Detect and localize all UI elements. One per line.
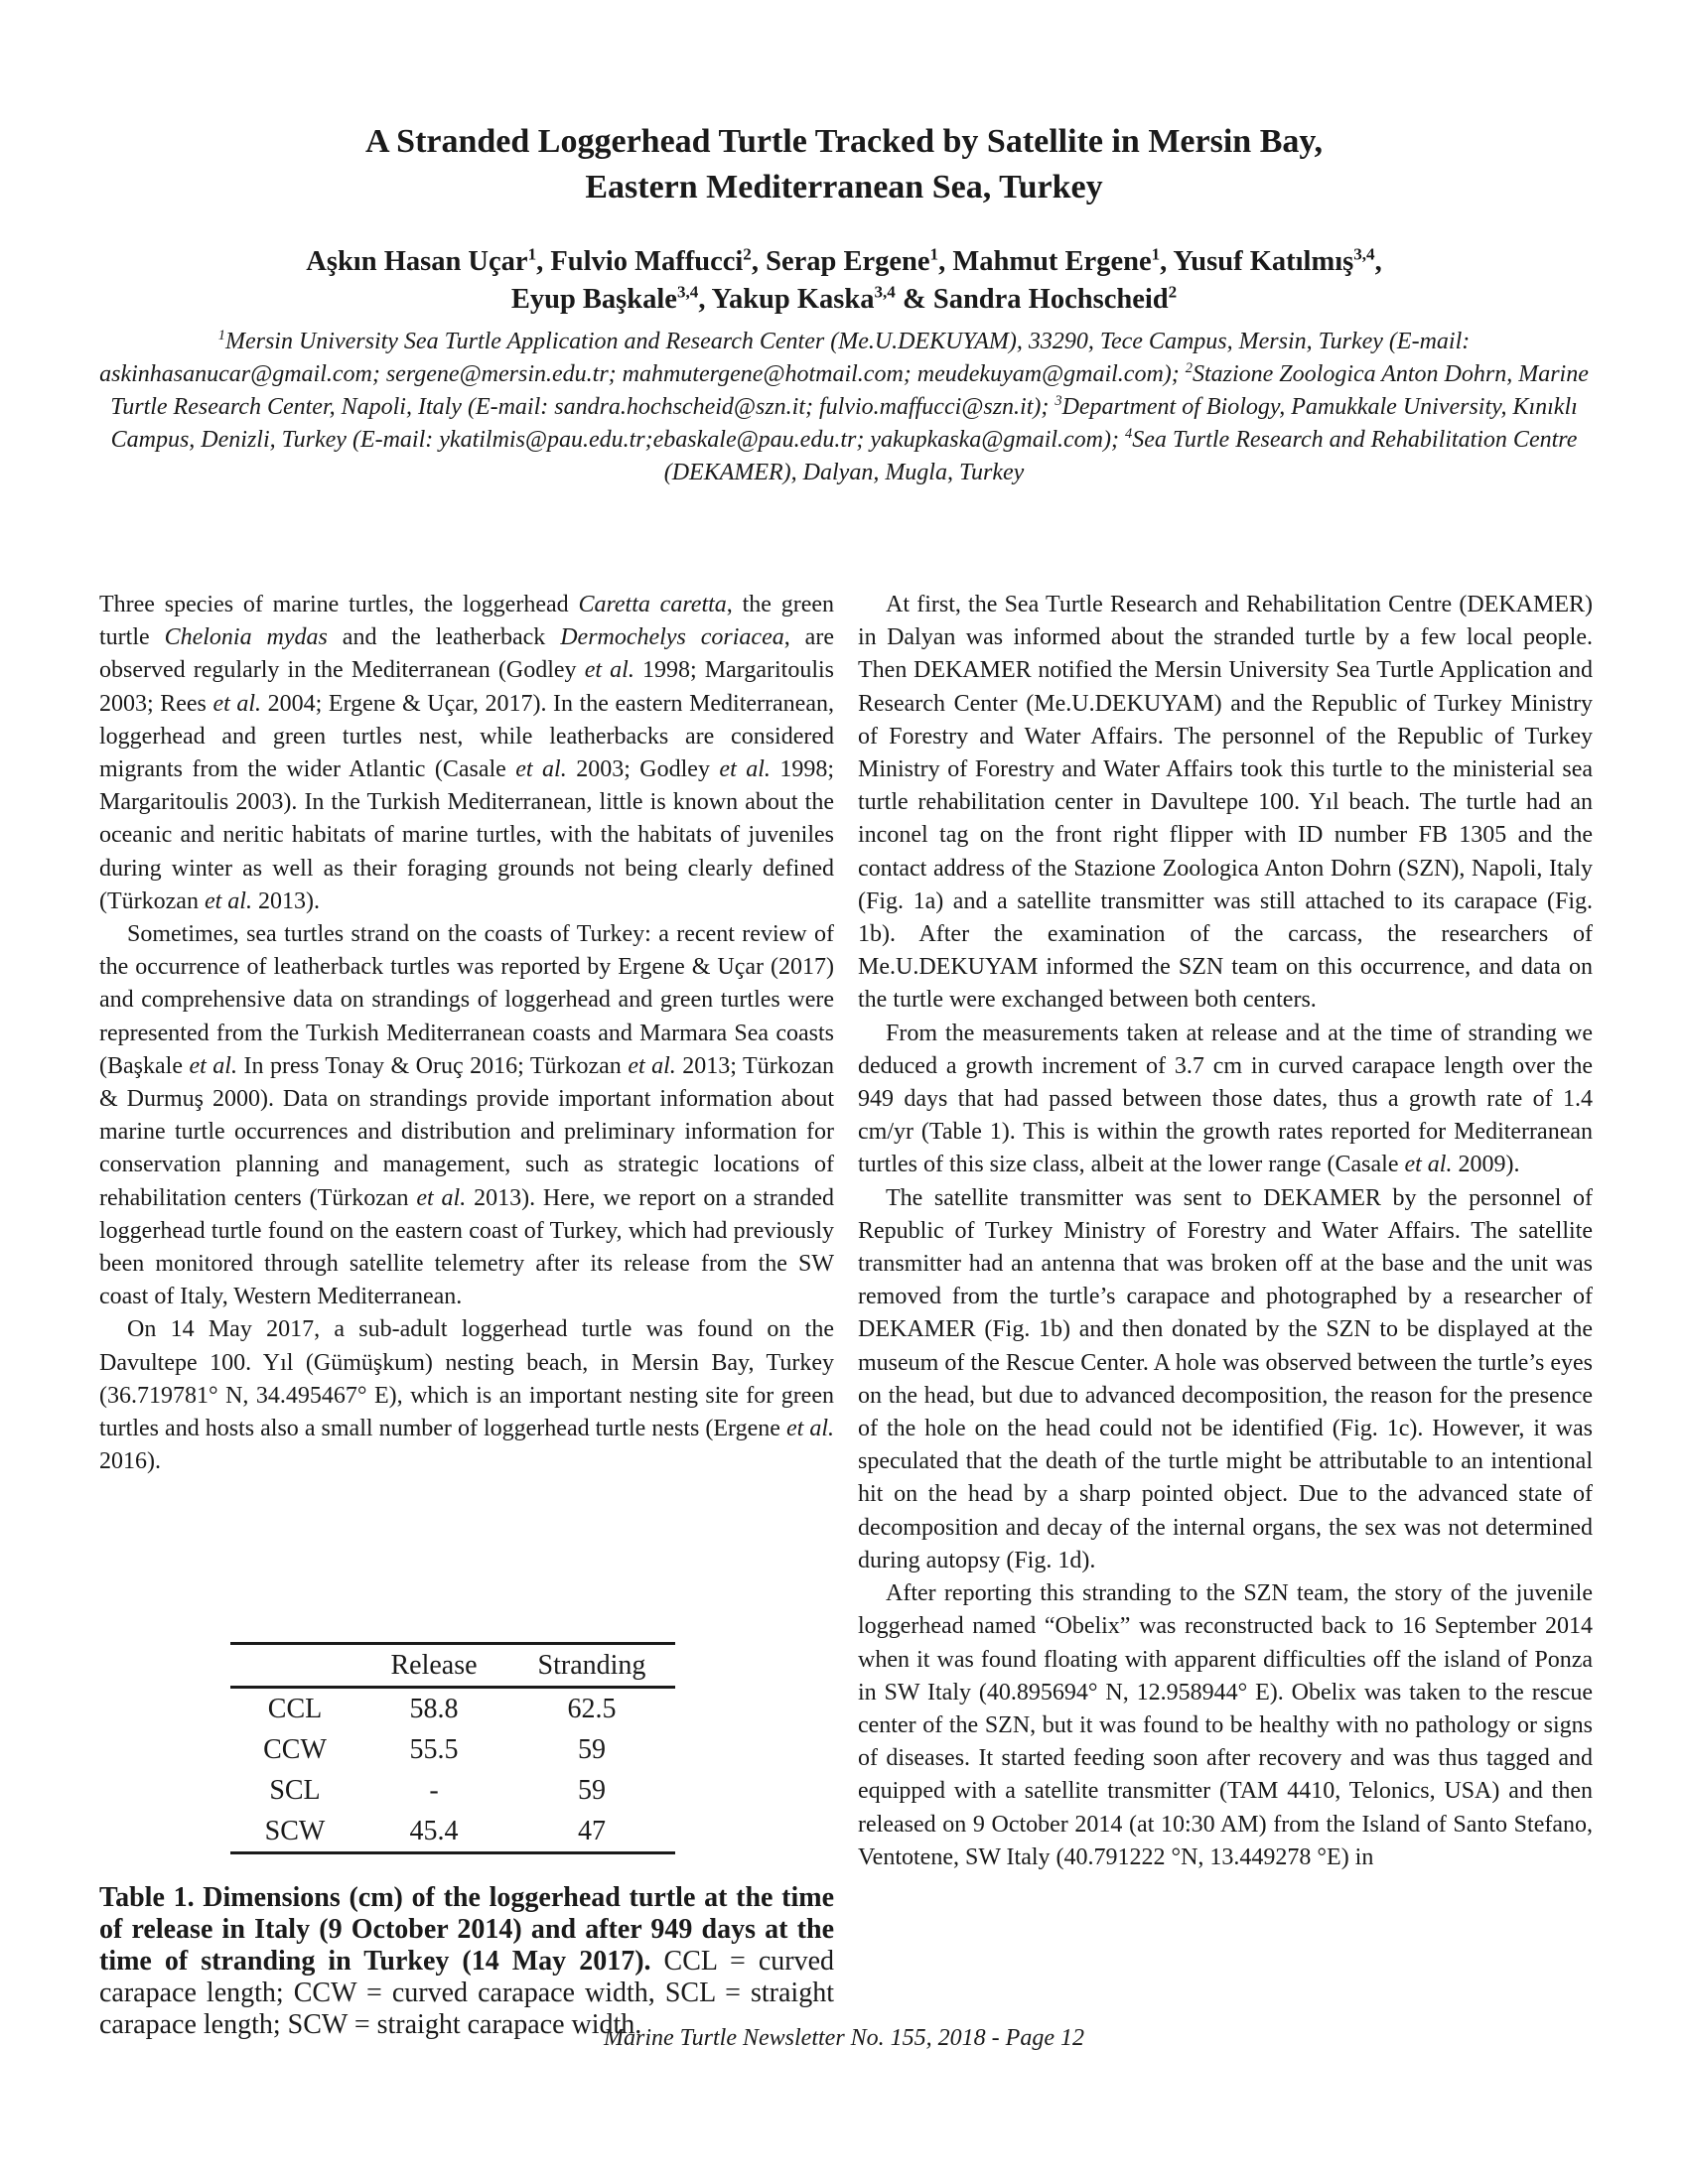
italic-text: et al. bbox=[189, 1052, 237, 1079]
title-line-1: A Stranded Loggerhead Turtle Tracked by Satellite in Mersin Bay, bbox=[364, 123, 1324, 160]
text-run: The satellite transmitter was sent to DEKAMER by the personnel of Republic of Turkey Ministry of Forestry and Water Affairs. The satellite transmitter had an antenna that was broken off at the base and the unit was removed from the turtle’s carapace and photographed by a researcher of DEKAMER (Fig. 1b) and then donated by the SZN to be displayed at the museum of the Rescue Center. A hole was observed between the turtle’s eyes on the head, but due to advanced decomposition, the reason for the presence of the hole on the head could not be identified (Fig. 1c). However, it was speculated that the death of the turtle might be attributable to an intentional hit on the head by a sharp pointed object. Due to the advanced state of decomposition and decay of the internal organs, the sex was not determined during autopsy (Fig. 1d). bbox=[858, 1184, 1593, 1573]
table-header-cell: Stranding bbox=[508, 1644, 675, 1688]
table-row bbox=[230, 1688, 675, 1730]
affiliation-mark: 4 bbox=[1125, 426, 1133, 442]
italic-text: et al. bbox=[719, 756, 771, 783]
author-affiliation-mark: 3,4 bbox=[676, 282, 699, 302]
author-name: Aşkın Hasan Uçar bbox=[306, 246, 528, 277]
table-cell: - bbox=[429, 1774, 439, 1806]
author-name: Fulvio Maffucci bbox=[550, 246, 744, 277]
paragraph bbox=[858, 1182, 1593, 1577]
text-run: After reporting this stranding to the SZN team, the story of the juvenile loggerhead named “Obelix” was reconstructed back to 16 September 2014 when it was found floating with apparent difficulties off the island of Ponza in SW Italy (40.895694° N, 12.958944° E). Obelix was taken to the rescue center of the SZN, but it was found to be healthy with no pathology or signs of diseases. It started feeding soon after recovery and was thus tagged and equipped with a satellite transmitter (TAM 4410, Telonics, USA) and then released on 9 October 2014 (at 10:30 AM) from the Island of Santo Stefano, Ventotene, SW Italy (40.791222 °N, 13.449278 °E) in bbox=[858, 1580, 1593, 1870]
affiliation-mark: 3 bbox=[1055, 393, 1062, 409]
text-run: 2004; Ergene & Uçar, 2017). In the eastern Mediterranean, loggerhead and green turtles nest, while leatherbacks are considered migrants from the wider Atlantic (Casale bbox=[99, 690, 834, 783]
author-affiliation-mark: 1 bbox=[527, 244, 537, 264]
table-cell: 58.8 bbox=[409, 1693, 459, 1724]
table-row bbox=[230, 1770, 675, 1811]
paragraph bbox=[858, 1018, 1593, 1182]
text-run: , are observed regularly in the Mediterranean (Godley bbox=[99, 624, 834, 684]
author-name: Eyup Başkale bbox=[510, 284, 677, 315]
italic-text: et al. bbox=[416, 1184, 467, 1211]
author-affiliation-mark: 3,4 bbox=[1353, 244, 1375, 264]
text-run: 2013). bbox=[251, 887, 320, 914]
right-column bbox=[858, 589, 1593, 1874]
table-cell: 55.5 bbox=[409, 1733, 459, 1765]
table-cell: 47 bbox=[508, 1811, 675, 1853]
italic-text: et al. bbox=[628, 1052, 676, 1079]
paragraph bbox=[99, 589, 834, 918]
table-cell: 62.5 bbox=[567, 1693, 617, 1724]
table-cell: 59 bbox=[578, 1774, 606, 1806]
author-separator: , bbox=[1374, 246, 1382, 277]
affiliation-mark: 1 bbox=[217, 328, 225, 343]
author-name: Mahmut Ergene bbox=[952, 246, 1152, 277]
table-cell: CCL bbox=[267, 1693, 323, 1724]
table-header-cell: Release bbox=[359, 1644, 508, 1688]
author-name: Serap Ergene bbox=[766, 246, 930, 277]
text-run: 2009). bbox=[1452, 1152, 1520, 1178]
title-line-2: Eastern Mediterranean Sea, Turkey bbox=[585, 169, 1103, 205]
table-header-cell bbox=[230, 1644, 359, 1688]
table-caption bbox=[99, 1882, 834, 2041]
italic-text: et al. bbox=[785, 1416, 834, 1442]
text-run: 2016). bbox=[99, 1448, 161, 1475]
author-name: Yakup Kaska bbox=[711, 284, 875, 315]
text-run: From the measurements taken at release and at the time of stranding we deduced a growth increment of 3.7 cm in curved carapace length over the 949 days that had passed between those dates, thus a growth rate of 1.4 cm/yr (Table 1). This is within the growth rates reported for Mediterranean turtles of this size class, albeit at the lower range (Casale bbox=[858, 1020, 1593, 1178]
italic-text: Caretta caretta bbox=[578, 592, 727, 617]
paragraph bbox=[858, 1577, 1593, 1874]
author-separator: , bbox=[751, 246, 767, 277]
italic-text: Chelonia mydas bbox=[164, 624, 328, 651]
author-separator: , bbox=[938, 246, 953, 277]
author-affiliation-mark: 3,4 bbox=[874, 282, 896, 302]
table-caption-text: CCL = curved carapace length; CCW = curved carapace width, SCL = straight carapace length; SCW = straight carapace width. bbox=[99, 1946, 834, 2040]
table-row bbox=[230, 1729, 675, 1770]
author-separator: , bbox=[1160, 246, 1174, 277]
italic-text: et al. bbox=[1404, 1152, 1453, 1178]
table-cell: SCL bbox=[269, 1774, 321, 1806]
text-run: 2003; Godley bbox=[566, 756, 720, 783]
text-run: Sometimes, sea turtles strand on the coasts of Turkey: a recent review of the occurrence of leatherback turtles was reported by Ergene & Uçar (2017) and comprehensive data on strandings of loggerhead and green turtles were represented from the Turkish Mediterranean coasts and Marmara Sea coasts (Başkale bbox=[99, 921, 834, 1079]
author-list bbox=[149, 243, 1539, 319]
italic-text: et al. bbox=[515, 756, 567, 783]
affiliation-text: Sea Turtle Research and Rehabilitation Centre (DEKAMER), Dalyan, Mugla, Turkey bbox=[663, 427, 1578, 485]
left-column bbox=[99, 589, 834, 1478]
paragraph bbox=[858, 589, 1593, 1018]
author-separator: , bbox=[698, 284, 712, 315]
italic-text: et al. bbox=[584, 657, 634, 684]
author-name: Sandra Hochscheid bbox=[932, 284, 1169, 315]
italic-text: et al. bbox=[204, 887, 252, 914]
author-affiliation-mark: 2 bbox=[743, 244, 752, 264]
text-run: In press Tonay & Oruç 2016; Türkozan bbox=[236, 1052, 629, 1079]
affiliation-text: Mersin University Sea Turtle Application and Research Center (Me.U.DEKUYAM), 33290, Tece Campus, Mersin, Turkey (E-mail: askinhasanucar@gmail.com; sergene@mersin.edu.tr; mahmutergene@hotmail.com; meudekuyam@gmail.com); bbox=[99, 329, 1471, 387]
author-affiliation-mark: 1 bbox=[929, 244, 939, 264]
page-footer: Marine Turtle Newsletter No. 155, 2018 - Page 12 bbox=[604, 2025, 1084, 2051]
text-run: 1998; Margaritoulis 2003; Rees bbox=[99, 657, 834, 717]
author-separator: & bbox=[895, 284, 933, 315]
text-run: 1998; Margaritoulis 2003). In the Turkish Mediterranean, little is known about the oceanic and neritic habitats of marine turtles, with the habitats of juveniles during winter as well as their foraging grounds not being clearly defined (Türkozan bbox=[99, 756, 834, 914]
author-name: Yusuf Katılmış bbox=[1173, 246, 1354, 277]
italic-text: et al. bbox=[212, 690, 262, 717]
text-run: At first, the Sea Turtle Research and Rehabilitation Centre (DEKAMER) in Dalyan was informed about the stranded turtle by a few local people. Then DEKAMER notified the Mersin University Sea Turtle Application and Research Center (Me.U.DEKUYAM) and the Republic of Turkey Ministry of Forestry and Water Affairs. The personnel of the Republic of Turkey Ministry of Forestry and Water Affairs took this turtle to the ministerial sea turtle rehabilitation center in Davultepe 100. Yıl beach. The turtle had an inconel tag on the front right flipper with ID number FB 1305 and the contact address of the Stazione Zoologica Anton Dohrn (SZN), Napoli, Italy (Fig. 1a) and a satellite transmitter was still attached to its carapace (Fig. 1b). After the examination of the carcass, the researchers of Me.U.DEKUYAM informed the SZN team on this occurrence, and data on the turtle were exchanged between both centers. bbox=[858, 592, 1593, 1014]
article-title bbox=[149, 119, 1539, 210]
text-run: Three species of marine turtles, the loggerhead bbox=[99, 592, 579, 617]
paragraph bbox=[99, 918, 834, 1313]
text-run: , the green turtle bbox=[99, 592, 835, 651]
affiliations bbox=[99, 326, 1589, 489]
affiliation-text: Stazione Zoologica Anton Dohrn, Marine Turtle Research Center, Napoli, Italy (E-mail: sandra.hochscheid@szn.it; fulvio.maffucci@szn.it); bbox=[110, 361, 1589, 420]
author-affiliation-mark: 1 bbox=[1151, 244, 1161, 264]
table-row bbox=[230, 1811, 675, 1853]
italic-text: Dermochelys coriacea bbox=[560, 624, 784, 651]
table-header-row bbox=[230, 1644, 675, 1688]
author-separator: , bbox=[536, 246, 551, 277]
paragraph bbox=[99, 1313, 834, 1478]
table-cell: CCW bbox=[263, 1733, 327, 1765]
table-cell: 45.4 bbox=[359, 1811, 508, 1853]
text-run: 2013; Türkozan & Durmuş 2000). Data on strandings provide important information about marine turtle occurrences and distribution and preliminary information for conservation planning and management, such as strategic locations of rehabilitation centers (Türkozan bbox=[99, 1052, 834, 1211]
table-cell: 59 bbox=[578, 1733, 606, 1765]
table-caption-bold: Table 1. Dimensions (cm) of the loggerhead turtle at the time of release in Italy (9 October 2014) and after 949 days at the time of stranding in Turkey (14 May 2017). bbox=[99, 1882, 834, 1977]
text-run: and the leatherback bbox=[327, 624, 561, 651]
affiliation-mark: 2 bbox=[1185, 360, 1193, 376]
text-run: On 14 May 2017, a sub-adult loggerhead turtle was found on the Davultepe 100. Yıl (Gümüşkum) nesting beach, in Mersin Bay, Turkey (36.719781° N, 34.495467° E), which is an important nesting site for green turtles and hosts also a small number of loggerhead turtle nests (Ergene bbox=[99, 1316, 834, 1442]
text-run: 2013). Here, we report on a stranded loggerhead turtle found on the eastern coast of Turkey, which had previously been monitored through satellite telemetry after its release from the SW coast of Italy, Western Mediterranean. bbox=[99, 1184, 834, 1310]
table-cell: SCW bbox=[230, 1811, 359, 1853]
affiliation-text: Department of Biology, Pamukkale University, Kınıklı Campus, Denizli, Turkey (E-mail: ykatilmis@pau.edu.tr;ebaskale@pau.edu.tr; yakupkaska@gmail.com); bbox=[110, 394, 1578, 453]
author-affiliation-mark: 2 bbox=[1168, 282, 1178, 302]
table-1 bbox=[230, 1642, 675, 1854]
